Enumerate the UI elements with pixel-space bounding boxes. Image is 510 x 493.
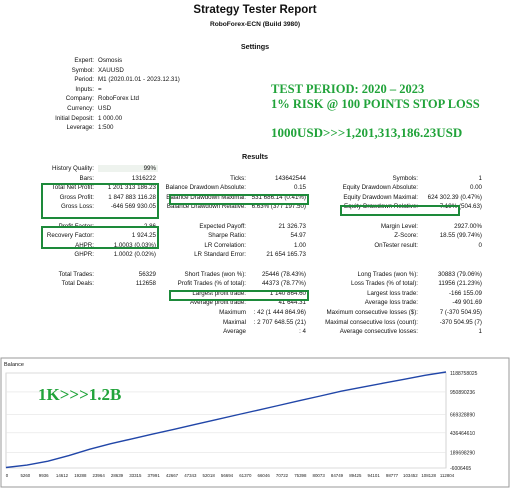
result-value: 7.19% (504.63) (439, 203, 482, 211)
result-label: Maximal (222, 318, 246, 326)
result-label: Equity Drawdown Absolute: (342, 184, 418, 192)
result-value: 112658 (135, 280, 156, 288)
settings-label: Company: (65, 95, 94, 103)
result-value: 18.55 (99.74%) (439, 232, 482, 240)
overlay-test-period: TEST PERIOD: 2020 – 2023 (271, 82, 425, 96)
profit-factor-box (41, 226, 159, 249)
result-label: Balance Drawdown Maximal: (166, 193, 246, 201)
x-tick-label: 37991 (147, 473, 160, 478)
overlay-profit: 1000USD>>>1,201,313,186.23USD (271, 125, 463, 140)
result-value: 1.00 (293, 241, 306, 249)
result-label: History Quality: (52, 165, 94, 172)
x-tick-label: 84749 (330, 473, 344, 478)
result-label: Average profit trade: (190, 299, 246, 307)
settings-label: Expert: (74, 57, 94, 64)
result-label: Sharpe Ratio: (208, 232, 246, 240)
x-tick-label: 94101 (367, 473, 380, 478)
x-tick-label: 80073 (312, 473, 325, 478)
y-tick-label: 669328890 (450, 412, 476, 419)
result-label: Balance Drawdown Absolute: (165, 184, 246, 192)
report-title: Strategy Tester Report (193, 4, 317, 16)
result-label: Recovery Factor: (46, 232, 94, 240)
result-value: 30883 (79.06%) (437, 270, 482, 278)
x-tick-label: 66046 (257, 473, 270, 478)
settings-label: Initial Deposit: (55, 114, 94, 122)
result-value: 1 924.25 (131, 232, 156, 240)
result-label: Largest profit trade: (192, 289, 246, 297)
result-value: 56329 (138, 270, 156, 278)
profit-trades-box (169, 290, 309, 301)
result-label: GHPR: (74, 251, 94, 259)
result-label: Total Deals: (61, 280, 94, 288)
result-value: 7 (-370 504.95) (439, 309, 482, 316)
results-heading: Results (242, 152, 268, 161)
result-value: 44373 (78.77%) (261, 280, 306, 288)
settings-heading: Settings (240, 42, 270, 51)
result-label: Short Trades (won %): (184, 270, 246, 278)
result-label: LR Correlation: (204, 241, 246, 249)
result-value: 11956 (21.23%) (438, 280, 482, 288)
result-value: : 2 707 648.55 (21) (253, 318, 306, 326)
y-tick-label: 189698290 (450, 450, 476, 457)
result-value: 0 (478, 241, 482, 249)
result-value: 21 326.73 (278, 222, 306, 230)
result-value: 0.00 (469, 184, 482, 192)
result-label: Gross Loss: (60, 203, 94, 211)
x-tick-label: 42667 (165, 473, 179, 478)
result-value: 0.15 (293, 184, 306, 192)
settings-label: Leverage: (66, 124, 94, 132)
y-tick-label: 950890236 (450, 389, 476, 396)
result-value: 2.86 (143, 222, 156, 230)
settings-value: 1:500 (98, 124, 114, 132)
result-label: Ticks: (230, 174, 246, 182)
balance-chart (0, 357, 510, 488)
settings-value: 1 000.00 (98, 114, 123, 122)
x-tick-label: 75398 (294, 473, 307, 478)
result-label: Margin Level: (380, 222, 418, 230)
result-label: Profit Factor: (58, 222, 94, 230)
result-value: 25446 (78.43%) (261, 270, 306, 278)
result-label: Average consecutive losses: (339, 328, 418, 336)
result-value: 6.63% (377 197.50) (251, 203, 306, 211)
result-label: Balance Drawdown Relative: (166, 203, 246, 211)
result-label: Gross Profit: (59, 193, 94, 201)
x-tick-label: 5260 (20, 473, 31, 478)
chart-overlay-label: 1K>>>1.2B (38, 385, 122, 404)
y-tick-label: 436464610 (450, 430, 476, 437)
result-value: -370 504.95 (7) (439, 318, 482, 326)
result-label: Maximum consecutive losses ($): (326, 309, 418, 316)
settings-label: Period: (74, 76, 94, 84)
result-label: Total Trades: (58, 270, 94, 278)
x-tick-label: 28639 (110, 473, 124, 478)
x-tick-label: 108128 (421, 473, 436, 478)
y-tick-label: -6006465 (450, 466, 472, 472)
result-label: Bars: (79, 174, 94, 182)
y-tick-label: 1188758025 (450, 371, 478, 377)
x-tick-label: 14612 (55, 473, 69, 478)
result-label: Maximal consecutive loss (count): (325, 318, 418, 326)
x-tick-label: 98777 (385, 473, 399, 478)
overlay-risk: 1% RISK @ 100 POINTS STOP LOSS (271, 97, 480, 111)
settings-value: Osmosis (98, 57, 123, 64)
result-value: 41 644.31 (278, 299, 306, 307)
x-tick-label: 112804 (439, 473, 455, 478)
result-value: 1.0002 (0.02%) (113, 251, 156, 259)
result-value: 1 847 883 116.28 (108, 193, 156, 201)
settings-value: = (98, 85, 102, 93)
result-value: 531 686.14 (0.41%) (251, 193, 306, 201)
result-value: 99% (143, 165, 156, 172)
settings-value: M1 (2020.01.01 - 2023.12.31) (98, 76, 180, 84)
result-label: Total Net Profit: (51, 184, 94, 192)
result-label: Equity Drawdown Maximal: (343, 193, 418, 201)
result-label: Expected Payoff: (199, 222, 246, 230)
result-value: 1 140 864.60 (269, 289, 306, 297)
x-tick-label: 103452 (403, 473, 418, 478)
x-tick-label: 56694 (220, 473, 234, 478)
x-tick-label: 0 (5, 473, 9, 478)
result-label: Largest loss trade: (367, 289, 418, 297)
x-tick-label: 52018 (202, 473, 215, 478)
x-tick-label: 47343 (184, 473, 197, 478)
result-value: -166 155.09 (448, 289, 482, 297)
chart-title: Balance (4, 362, 24, 368)
result-label: Equity Drawdown Relative: (344, 203, 418, 211)
result-label: Symbols: (392, 174, 418, 182)
result-label: OnTester result: (374, 241, 418, 249)
settings-value: XAUUSD (98, 66, 124, 74)
result-label: Profit Trades (% of total): (177, 280, 246, 288)
x-tick-label: 9936 (38, 473, 49, 478)
x-tick-label: 61370 (239, 473, 252, 478)
balance-drawdown-box (169, 194, 309, 205)
x-tick-label: 19288 (74, 473, 87, 478)
x-tick-label: 70722 (275, 473, 289, 478)
net-profit-box (41, 183, 159, 219)
result-label: Maximum (219, 309, 246, 316)
result-label: LR Standard Error: (194, 251, 246, 259)
result-value: : 42 (1 444 864.96) (253, 309, 306, 316)
result-label: Long Trades (won %): (357, 270, 418, 278)
settings-label: Currency: (67, 105, 94, 112)
equity-drawdown-box (340, 205, 460, 216)
result-value: -49 901.69 (452, 299, 482, 307)
result-value: 143642544 (275, 174, 306, 182)
result-label: AHPR: (75, 241, 94, 249)
result-label: Average loss trade: (364, 299, 418, 307)
result-label: Loss Trades (% of total): (350, 280, 418, 288)
result-value: 54.97 (290, 232, 306, 240)
result-value: : 4 (299, 328, 306, 336)
x-tick-label: 89425 (349, 473, 362, 478)
x-tick-label: 33315 (129, 473, 142, 478)
report-subtitle: RoboForex-ECN (Build 3980) (209, 21, 301, 28)
result-value: 1.0003 (0.03%) (113, 241, 156, 249)
settings-value: RoboForex Ltd (98, 95, 139, 103)
result-value: 2927.00% (454, 222, 482, 230)
settings-label: Inputs: (75, 85, 94, 93)
x-tick-label: 23964 (92, 473, 105, 478)
result-value: -646 569 930.05 (110, 203, 156, 211)
result-value: 1316222 (131, 174, 156, 182)
settings-value: USD (98, 105, 112, 112)
result-label: Z-Score: (394, 232, 418, 240)
result-value: 624 302.39 (0.47%) (427, 193, 482, 201)
result-value: 21 654 165.73 (266, 251, 306, 259)
settings-label: Symbol: (71, 66, 94, 74)
result-value: 1 201 313 186.23 (107, 184, 156, 192)
result-label: Average (223, 328, 246, 336)
result-value: 1 (478, 328, 482, 336)
balance-chart-svg (0, 357, 510, 488)
result-value: 1 (478, 174, 482, 182)
